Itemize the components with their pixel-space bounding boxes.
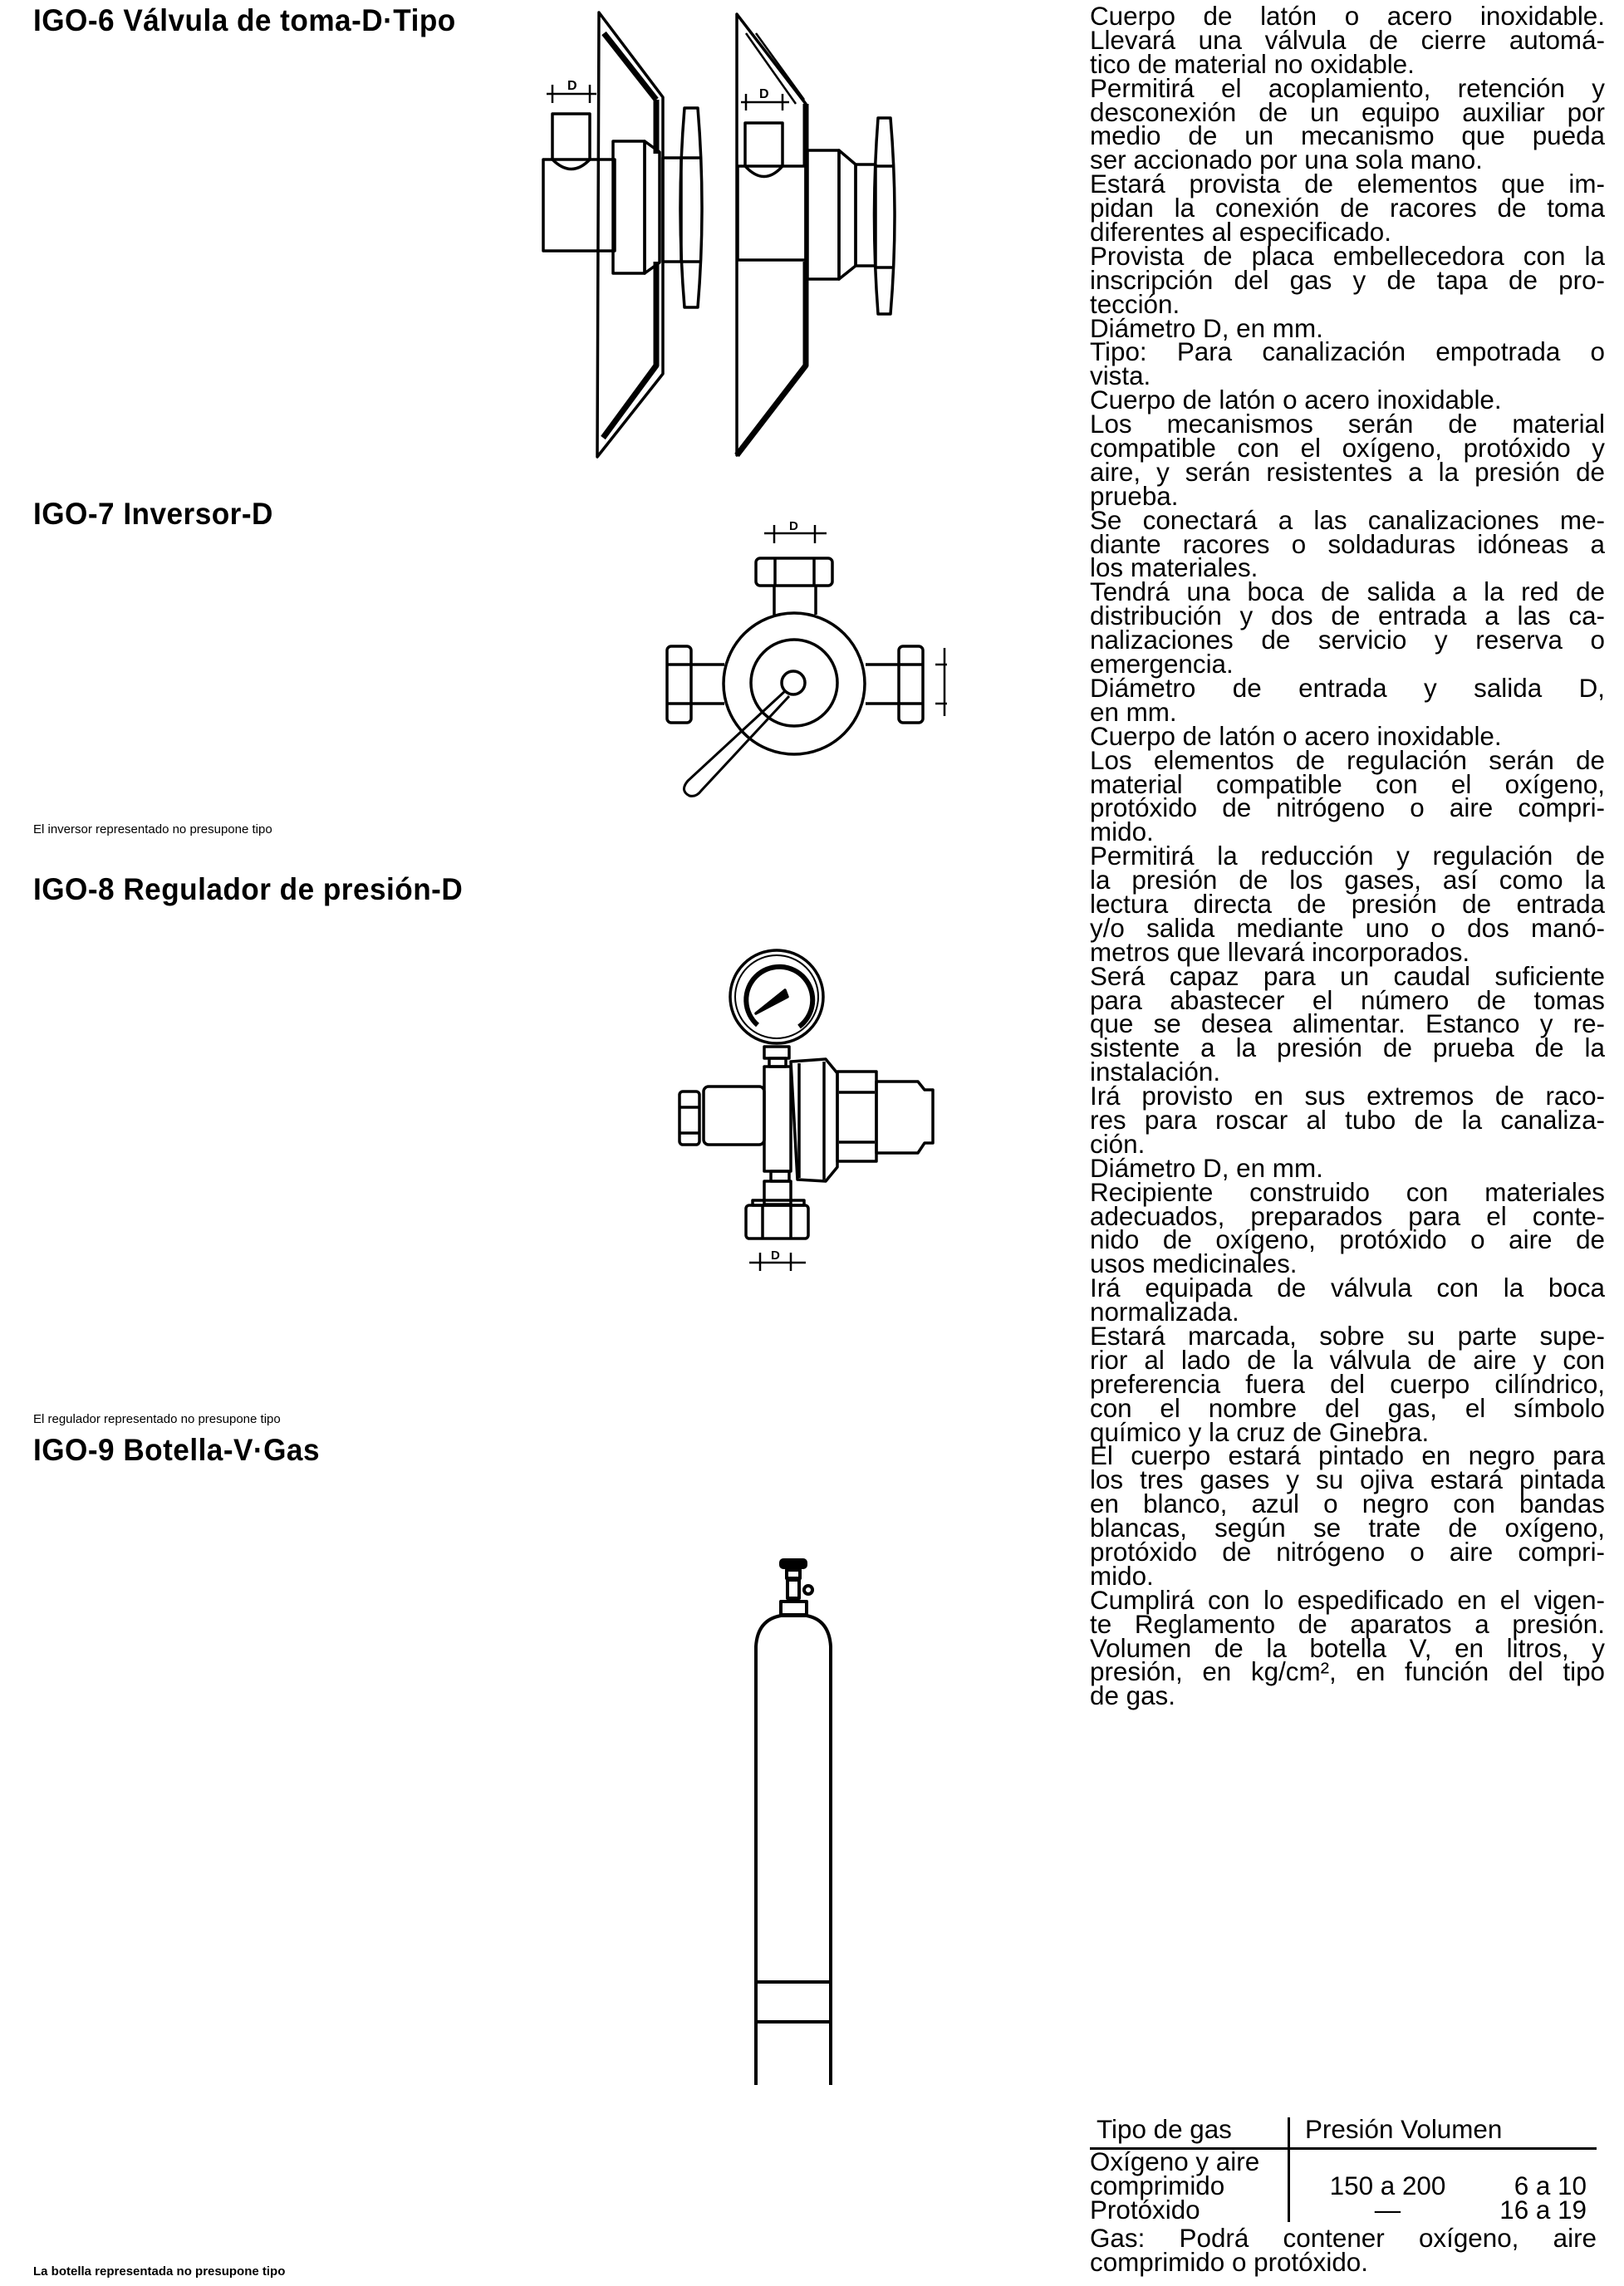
text-line: para abastecer el número de tomas: [1090, 985, 1605, 1015]
text-line: Cuerpo de latón o acero inoxidable.: [1090, 721, 1502, 751]
text-line: mido.: [1090, 817, 1154, 847]
text-line: Irá provisto en sus extremos de raco-: [1090, 1082, 1605, 1111]
text-line: medio de un mecanismo que pueda: [1090, 121, 1605, 151]
description-column: [1090, 2, 1605, 1711]
text-line: con el nombre del gas, el símbolo: [1090, 1393, 1605, 1423]
pressure-regulator-figure: [648, 930, 964, 1304]
text-line: El cuerpo estará pintado en negro para: [1090, 1441, 1605, 1471]
text-line: pidan la conexión de racores de toma: [1090, 194, 1605, 223]
text-line: los materiales.: [1090, 553, 1258, 583]
text-line: Recipiente construido con materiales: [1090, 1177, 1605, 1207]
table-row: [1290, 2171, 1597, 2200]
table-cell-volume: 16 a 19: [1499, 2195, 1587, 2225]
text-line: lectura directa de presión de entrada: [1090, 889, 1605, 919]
text-line: la presión de los gases, así como la: [1090, 866, 1605, 895]
text-line: ción.: [1090, 1129, 1146, 1159]
text-line: emergencia.: [1090, 650, 1234, 679]
text-line: Diámetro de entrada y salida D,: [1090, 673, 1605, 703]
text-line: Los elementos de regulación serán de: [1090, 745, 1605, 775]
table-cell-pressure: —: [1374, 2195, 1401, 2225]
table-cell-pressure: 150 a 200: [1329, 2171, 1446, 2200]
dimension-label-d: D: [759, 87, 769, 101]
text-line: Se conectará a las canalizaciones me-: [1090, 505, 1605, 535]
text-line: Cuerpo de latón o acero inoxidable.: [1090, 2, 1605, 31]
text-line: instalación.: [1090, 1057, 1221, 1087]
description-igo-8: [1090, 721, 1605, 1183]
text-line: Llevará una válvula de cierre automá-: [1090, 25, 1605, 55]
pressure-regulator-icon: [648, 930, 964, 1304]
text-line: metros que llevará incorporados.: [1090, 937, 1470, 967]
text-line: Estará provista de elementos que im-: [1090, 169, 1605, 199]
table-row: [1290, 2195, 1597, 2225]
text-line: mido.: [1090, 1561, 1154, 1591]
dimension-label-d: D: [567, 79, 577, 93]
text-line: de gas.: [1090, 1681, 1175, 1711]
text-line: y/o salida mediante uno o dos manó-: [1090, 913, 1605, 943]
section-heading-igo-6: IGO-6 Válvula de toma-D·Tipo: [33, 3, 456, 37]
text-line: Tipo: Para canalización empotrada o: [1090, 337, 1605, 367]
text-line: adecuados, preparados para el conte-: [1090, 1201, 1605, 1231]
text-line: normalizada.: [1090, 1298, 1239, 1327]
wall-outlet-valve-icon: [532, 0, 1130, 465]
figure-caption-igo-7: El inversor representado no presupone tipo: [33, 822, 272, 836]
text-line: tección.: [1090, 289, 1180, 319]
section-heading-igo-9: IGO-9 Botella-V·Gas: [33, 1433, 320, 1467]
text-line: material compatible con el oxígeno,: [1090, 769, 1605, 799]
text-line: comprimido o protóxido.: [1090, 2247, 1368, 2277]
table-gas-column: [1090, 2147, 1288, 2225]
text-line: en blanco, azul o negro con bandas: [1090, 1489, 1605, 1519]
gas-cylinder-figure: [714, 1553, 881, 2135]
description-igo-7: [1090, 385, 1605, 727]
text-line: ser accionado por una sola mano.: [1090, 145, 1483, 175]
text-line: químico y la cruz de Ginebra.: [1090, 1417, 1430, 1447]
text-line: Irá equipada de válvula con la boca: [1090, 1273, 1605, 1303]
text-line: Los mecanismos serán de material: [1090, 410, 1605, 439]
inverter-figure: [631, 498, 947, 814]
text-line: inscripción del gas y de tapa de pro-: [1090, 265, 1605, 295]
text-line: Diámetro D, en mm.: [1090, 1153, 1323, 1183]
text-line: tico de material no oxidable.: [1090, 49, 1415, 79]
text-line: Permitirá la reducción y regulación de: [1090, 841, 1605, 871]
text-line: prueba.: [1090, 481, 1179, 511]
table-cell-volume: 6 a 10: [1514, 2171, 1587, 2200]
table-cell-gas: Protóxido: [1090, 2195, 1200, 2225]
inverter-valve-icon: [631, 498, 947, 814]
gas-spec-table: [1090, 2115, 1597, 2225]
text-line: compatible con el oxígeno, protóxido y: [1090, 434, 1605, 464]
text-line: blancas, según se trate de oxígeno,: [1090, 1513, 1605, 1543]
text-line: usos medicinales.: [1090, 1249, 1298, 1279]
figure-caption-igo-8: El regulador representado no presupone tipo: [33, 1412, 281, 1426]
text-line: Tendrá una boca de salida a la red de: [1090, 577, 1605, 607]
text-line: sistente a la presión de prueba de la: [1090, 1033, 1605, 1063]
description-igo-6: [1090, 2, 1605, 391]
text-line: protóxido de nitrógeno o aire compri-: [1090, 1538, 1605, 1567]
text-line: Cumplirá con lo espedificado en el vigen-: [1090, 1585, 1605, 1615]
table-body: [1090, 2147, 1597, 2225]
text-line: que se desea alimentar. Estanco y re-: [1090, 1009, 1605, 1039]
table-header-gas-type: Tipo de gas: [1097, 2115, 1232, 2144]
text-line: diferentes al especificado.: [1090, 218, 1391, 248]
text-line: en mm.: [1090, 697, 1177, 727]
table-header-pressure-volume: Presión Volumen: [1288, 2117, 1597, 2147]
text-line: Estará marcada, sobre su parte supe-: [1090, 1321, 1605, 1351]
dimension-label-d: D: [771, 1248, 780, 1263]
text-line: Cuerpo de latón o acero inoxidable.: [1090, 385, 1502, 415]
text-line: presión, en kg/cm², en función del tipo: [1090, 1657, 1605, 1687]
table-cell-gas: comprimido: [1090, 2171, 1225, 2200]
table-cell-gas: Oxígeno y aire: [1090, 2147, 1260, 2176]
text-line: nalizaciones de servicio y reserva o: [1090, 625, 1605, 655]
text-line: protóxido de nitrógeno o aire compri-: [1090, 793, 1605, 823]
wall-outlet-valve-figure: [532, 0, 1130, 465]
gas-cylinder-icon: [714, 1553, 881, 2135]
dimension-label-d: D: [789, 519, 798, 533]
section-heading-igo-7: IGO-7 Inversor-D: [33, 497, 273, 531]
gas-note: [1090, 2224, 1597, 2277]
text-line: Provista de placa embellecedora con la: [1090, 241, 1605, 271]
text-line: los tres gases y su ojiva estará pintada: [1090, 1465, 1605, 1495]
table-values-column: [1288, 2150, 1597, 2225]
text-line: rior al lado de la válvula de aire y con: [1090, 1345, 1605, 1375]
description-igo-9: [1090, 1177, 1605, 1711]
text-line: nido de oxígeno, protóxido o aire de: [1090, 1225, 1605, 1255]
text-line: preferencia fuera del cuerpo cilíndrico,: [1090, 1369, 1605, 1399]
section-heading-igo-8: IGO-8 Regulador de presión-D: [33, 872, 464, 906]
text-line: Gas: Podrá contener oxígeno, aire: [1090, 2224, 1597, 2253]
text-line: Volumen de la botella V, en litros, y: [1090, 1633, 1605, 1663]
text-line: Permitirá el acoplamiento, retención y: [1090, 73, 1605, 103]
table-header-row: [1090, 2117, 1597, 2150]
text-line: te Reglamento de aparatos a presión.: [1090, 1609, 1605, 1639]
text-line: aire, y serán resistentes a la presión de: [1090, 457, 1605, 487]
text-line: vista.: [1090, 361, 1151, 391]
text-line: Será capaz para un caudal suficiente: [1090, 961, 1605, 991]
text-line: Diámetro D, en mm.: [1090, 313, 1323, 343]
text-line: diante racores o soldaduras idóneas a: [1090, 529, 1605, 559]
text-line: distribución y dos de entrada a las ca-: [1090, 601, 1605, 631]
text-line: desconexión de un equipo auxiliar por: [1090, 97, 1605, 127]
text-line: res para roscar al tubo de la canaliza-: [1090, 1105, 1605, 1135]
figure-caption-igo-9: La botella representada no presupone tipo: [33, 2264, 286, 2279]
